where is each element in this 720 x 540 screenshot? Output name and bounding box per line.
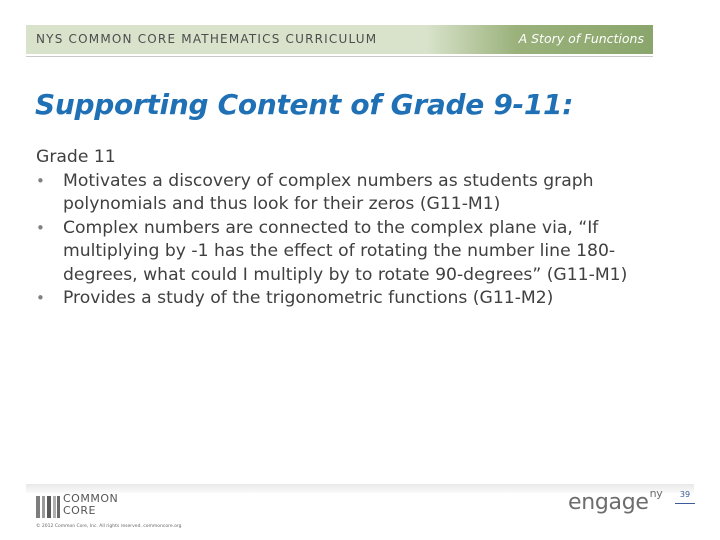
story-label: A Story of Functions	[518, 31, 644, 46]
logo-line-2: CORE	[63, 503, 96, 517]
list-item	[36, 217, 676, 288]
list-item	[36, 170, 676, 217]
copyright-text: © 2012 Common Core, Inc. All rights reserved. commoncore.org	[36, 524, 182, 529]
engageny-logo	[568, 486, 663, 515]
bullet-icon: •	[36, 171, 45, 190]
page-number: 39	[679, 490, 691, 499]
common-core-bars-icon	[36, 496, 60, 518]
header-band	[26, 25, 653, 54]
list-item	[36, 287, 676, 311]
bullet-text: Complex numbers are connected to the complex plane via, “If multiplying by -1 has the effect of rotating the number line 180-degrees, what could I multiply by to rotate 90-degrees” (G11-M1)	[63, 217, 628, 285]
engage-ny-superscript: ny	[649, 486, 663, 500]
bullet-icon: •	[36, 289, 45, 307]
logo-line-1: COMMON	[63, 492, 119, 505]
bullet-text: Provides a study of the trigonometric functions (G11-M2)	[63, 288, 554, 308]
bullet-text: Motivates a discovery of complex numbers as students graph polynomials and thus look for their zeros (G11-M1)	[63, 170, 594, 214]
common-core-wordmark	[63, 493, 118, 516]
engage-wordmark: engage	[568, 490, 649, 515]
page-number-underline	[675, 503, 695, 504]
slide-title: Supporting Content of Grade 9-11:	[35, 88, 574, 121]
bullet-icon: •	[36, 218, 45, 237]
grade-heading: Grade 11	[36, 147, 116, 167]
curriculum-label: NYS COMMON CORE MATHEMATICS CURRICULUM	[36, 32, 378, 46]
header-divider	[26, 56, 653, 57]
bullet-list	[36, 170, 676, 311]
slide-content	[36, 146, 676, 311]
